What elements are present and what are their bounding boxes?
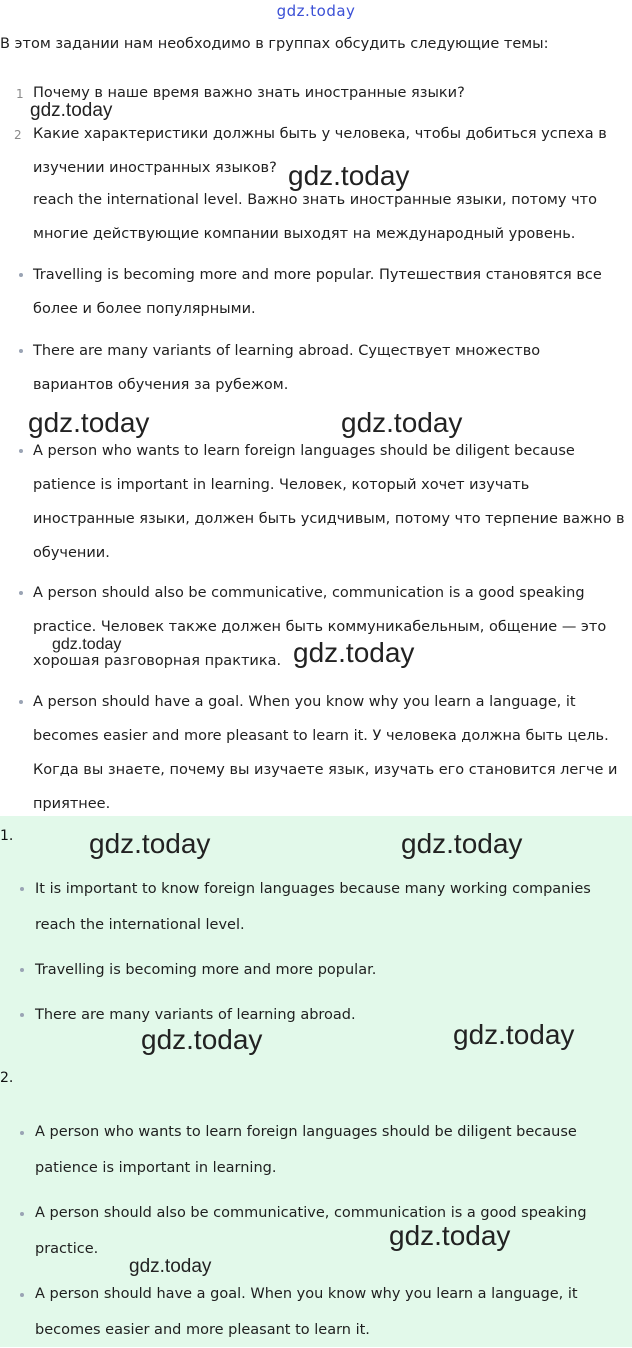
bullet-dot [20,1293,24,1297]
bullet-dot [20,968,24,972]
bullet-dot [20,1212,24,1216]
list-item: A person should have a goal. When you know why you learn a language, it becomes easier and more pleasant to learn it. У человека должна быть цель. Когда вы знаете, почему вы изучаете язык, изучать его становится легче и приятнее. [33,694,618,812]
bullet-dot [19,273,23,277]
question-number: 1 [16,87,24,101]
intro-text: В этом задании нам необходимо в группах обсудить следующие темы: [0,36,549,52]
list-item: A person who wants to learn foreign languages should be diligent because patience is important in learning. Человек, который хочет изучать иностранные языки, должен быть усидчивым, потому что терпение важно в обучении. [33,443,625,561]
watermark: gdz.today [52,636,122,653]
question-number: 2 [14,128,22,142]
bullet-dot [20,887,24,891]
watermark: gdz.today [89,828,211,859]
watermark: gdz.today [129,1256,212,1277]
answer-number: 2. [0,1070,14,1086]
answer-number: 1. [0,828,14,844]
bullet-dot [19,449,23,453]
site-logo[interactable]: gdz.today [276,2,356,20]
question-text: Какие характеристики должны быть у человека, чтобы добиться успеха в изучении иностранных языков? [33,126,607,176]
answer-item: A person should also be communicative, communication is a good speaking practice. [35,1205,587,1257]
answer-item: A person should have a goal. When you know why you learn a language, it becomes easier and more pleasant to learn it. [35,1286,578,1338]
watermark: gdz.today [288,160,410,191]
bullet-dot [20,1131,24,1135]
watermark: gdz.today [30,100,113,121]
watermark: gdz.today [453,1019,575,1050]
list-item: A person should also be communicative, communication is a good speaking practice. Человек также должен быть коммуникабельным, общение — это хорошая разговорная практика. [33,585,607,669]
bullet-dot [19,700,23,704]
list-item: There are many variants of learning abroad. Существует множество вариантов обучения за рубежом. [33,343,541,393]
answer-item: Travelling is becoming more and more popular. [35,962,377,978]
list-item: Travelling is becoming more and more popular. Путешествия становятся все более и более популярными. [33,267,602,317]
watermark: gdz.today [401,828,523,859]
continuation-text: reach the international level. Важно знать иностранные языки, потому что многие действующие компании выходят на международный уровень. [33,192,597,242]
watermark: gdz.today [141,1024,263,1055]
answer-item: It is important to know foreign languages because many working companies reach the international level. [35,881,591,933]
watermark: gdz.today [341,407,463,438]
answer-item: A person who wants to learn foreign languages should be diligent because patience is important in learning. [35,1124,577,1176]
watermark: gdz.today [293,637,415,668]
bullet-dot [19,349,23,353]
answer-item: There are many variants of learning abroad. [35,1007,356,1023]
question-text: Почему в наше время важно знать иностранные языки? [33,85,465,101]
watermark: gdz.today [389,1220,511,1251]
bullet-dot [20,1013,24,1017]
bullet-dot [19,591,23,595]
watermark: gdz.today [28,407,150,438]
